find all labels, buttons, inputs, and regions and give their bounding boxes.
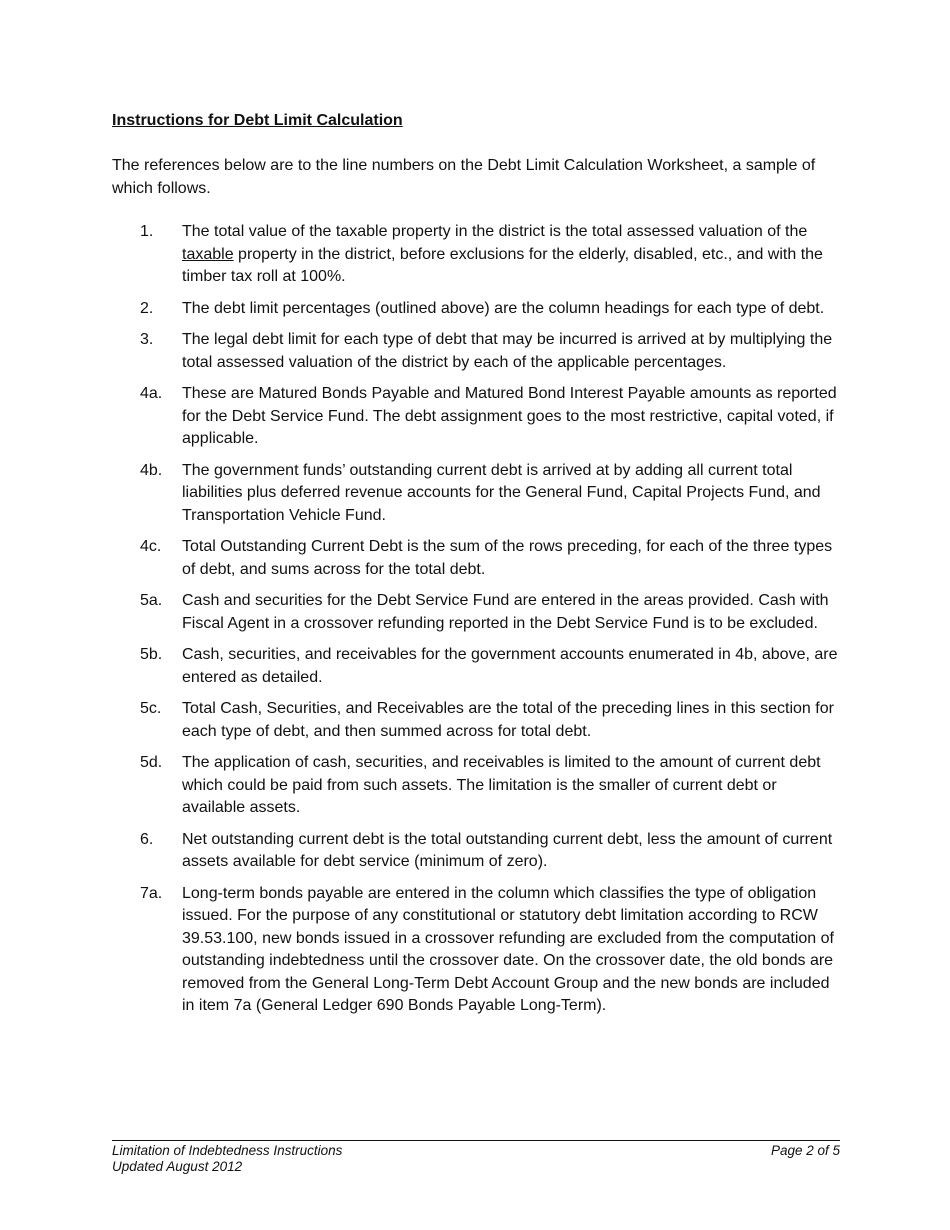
footer-updated: Updated August 2012	[112, 1159, 243, 1174]
list-item	[112, 752, 840, 820]
item-text: The debt limit percentages (outlined above) are the column headings for each type of debt.	[182, 299, 825, 317]
page-footer	[112, 1140, 840, 1175]
footer-row	[112, 1159, 840, 1175]
list-item	[112, 590, 840, 635]
list-item	[112, 221, 840, 289]
item-text: The application of cash, securities, and receivables is limited to the amount of current debt which could be paid from such assets. The limitation is the smaller of current debt or available assets.	[182, 754, 821, 816]
item-text: The government funds’ outstanding current debt is arrived at by adding all current total liabilities plus deferred revenue accounts for the General Fund, Capital Projects Fund, and Transportation Vehicle Fund.	[182, 461, 821, 524]
item-text: Cash and securities for the Debt Service Fund are entered in the areas provided. Cash with Fiscal Agent in a crossover refunding reported in the Debt Service Fund is to be excluded.	[182, 592, 829, 632]
list-item	[112, 829, 840, 874]
item-text: Total Cash, Securities, and Receivables are the total of the preceding lines in this section for each type of debt, and then summed across for total debt.	[182, 700, 834, 740]
item-number: 5c.	[140, 700, 162, 717]
item-number: 4b.	[140, 461, 163, 479]
list-item	[112, 644, 840, 689]
item-number: 6.	[140, 830, 154, 848]
document-body	[112, 110, 840, 1027]
item-text: Cash, securities, and receivables for the government accounts enumerated in 4b, above, are entered as detailed.	[182, 646, 838, 686]
item-text: These are Matured Bonds Payable and Matured Bond Interest Payable amounts as reported for the Debt Service Fund. The debt assignment goes to the most restrictive, capital voted, if applicable.	[182, 385, 837, 447]
list-item	[112, 383, 840, 451]
item-number: 5d.	[140, 754, 163, 771]
item-text-part: property in the district, before exclusions for the elderly, disabled, etc., and with the timber tax roll at 100%.	[182, 245, 823, 285]
item-number: 3.	[140, 331, 154, 348]
list-item	[112, 698, 840, 743]
list-item	[112, 460, 840, 528]
list-item	[112, 329, 840, 374]
document-title: Instructions for Debt Limit Calculation	[112, 112, 403, 129]
item-number: 1.	[140, 223, 154, 240]
item-number: 2.	[140, 299, 154, 317]
item-number: 7a.	[140, 884, 163, 902]
intro-paragraph: The references below are to the line numbers on the Debt Limit Calculation Worksheet, a sample of which follows.	[112, 157, 816, 197]
footer-doc-name: Limitation of Indebtedness Instructions	[112, 1143, 343, 1158]
list-item	[112, 883, 840, 1018]
item-number: 4c.	[140, 538, 162, 555]
instruction-list	[112, 221, 840, 1018]
footer-page-number: Page 2 of 5	[770, 1143, 840, 1158]
footer-row	[112, 1143, 840, 1159]
item-text: Total Outstanding Current Debt is the sum of the rows preceding, for each of the three types of debt, and sums across for the total debt.	[182, 538, 833, 578]
list-item	[112, 536, 840, 581]
underlined-word: taxable	[182, 245, 234, 263]
item-text	[182, 221, 840, 289]
item-number: 5a.	[140, 592, 163, 609]
item-text: Long-term bonds payable are entered in the column which classifies the type of obligation issued. For the purpose of any constitutional or statutory debt limitation according to RCW 39.53.100, new bonds issued in a crossover refunding are excluded from the computation of outstanding indebtedness until the crossover date. On the crossover date, the old bonds are removed from the General Long-Term Debt Account Group and the new bonds are included in item 7a (General Ledger 690 Bonds Payable Long-Term).	[182, 884, 834, 1014]
item-text-part: The total value of the taxable property in the district is the total assessed valuation of the	[182, 223, 808, 240]
item-number: 4a.	[140, 385, 163, 402]
item-text: Net outstanding current debt is the total outstanding current debt, less the amount of current assets available for debt service (minimum of zero).	[182, 830, 833, 870]
item-text: The legal debt limit for each type of debt that may be incurred is arrived at by multiplying the total assessed valuation of the district by each of the applicable percentages.	[182, 331, 833, 371]
item-number: 5b.	[140, 646, 163, 663]
list-item	[112, 298, 840, 321]
